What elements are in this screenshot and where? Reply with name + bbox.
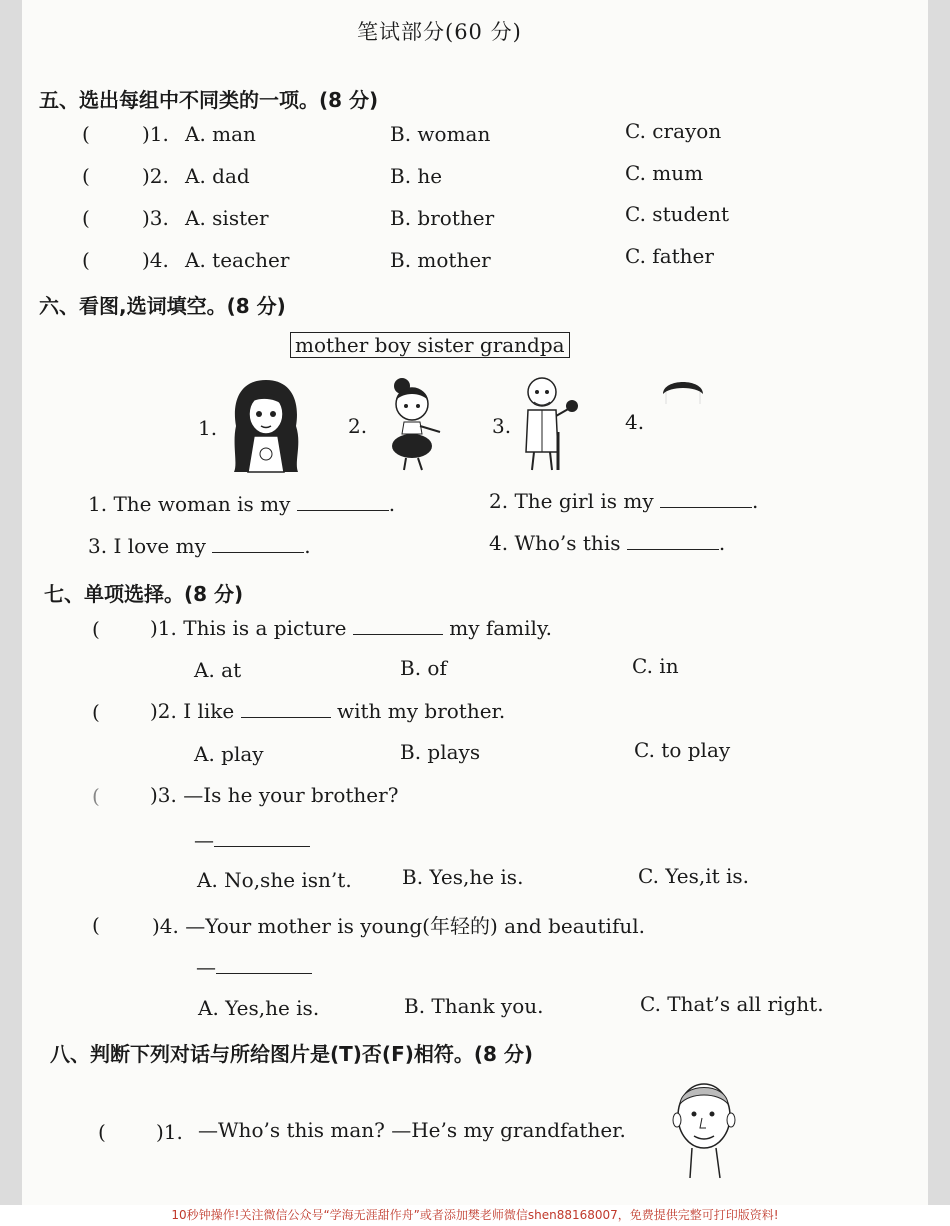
option-c: C. crayon — [625, 119, 722, 143]
section-6-title: 六、看图,选词填空。(8 分) — [39, 294, 286, 318]
question-text: —Your mother is young(年轻的) and beautiful. — [185, 914, 645, 938]
option-c: C. That’s all right. — [640, 992, 824, 1016]
option-a: A. dad — [185, 164, 250, 188]
option-c: C. in — [632, 654, 679, 678]
period: . — [388, 492, 396, 516]
reply-line — [194, 828, 310, 852]
option-b: B. brother — [390, 206, 495, 230]
answer-paren[interactable]: ( — [92, 617, 100, 641]
answer-paren[interactable]: ( — [92, 700, 100, 724]
option-b: B. of — [400, 656, 447, 680]
girl-picture — [374, 374, 450, 474]
question-text: I like — [183, 699, 235, 723]
fill-question — [489, 489, 758, 513]
period: . — [752, 489, 759, 513]
question-number: )1. — [142, 122, 169, 146]
footer-banner: 10秒钟操作!关注微信公众号“学海无涯甜作舟”或者添加樊老师微信shen88168007，免费提供完整可打印版资料! — [0, 1205, 950, 1226]
option-a: A. at — [194, 658, 242, 682]
answer-blank — [214, 828, 310, 847]
section-5-title: 五、选出每组中不同类的一项。(8 分) — [39, 88, 379, 112]
answer-paren[interactable]: ( — [82, 122, 90, 146]
option-a: A. man — [185, 122, 256, 146]
option-c: C. mum — [625, 161, 704, 185]
answer-paren[interactable]: ( — [92, 913, 100, 937]
answer-blank — [241, 699, 331, 718]
option-c: C. to play — [634, 738, 731, 762]
choice-question — [152, 910, 645, 939]
answer-blank[interactable] — [627, 531, 719, 550]
reply-line — [196, 955, 312, 979]
question-number: )2. — [150, 699, 177, 723]
answer-blank[interactable] — [660, 489, 752, 508]
picture-number: 3. — [492, 414, 512, 438]
right-margin — [928, 0, 950, 1205]
option-b: B. mother — [390, 248, 491, 272]
choice-question — [150, 699, 505, 723]
choice-question — [150, 783, 398, 807]
question-number: )3. — [150, 783, 177, 807]
question-text: with my brother. — [336, 699, 506, 723]
option-a: A. teacher — [185, 248, 290, 272]
answer-blank[interactable] — [297, 492, 389, 511]
option-b: B. plays — [400, 740, 481, 764]
option-c: C. student — [625, 202, 730, 226]
exam-sheet — [22, 0, 928, 1205]
word-bank: mother boy sister grandpa — [290, 332, 570, 358]
woman-picture — [228, 374, 304, 474]
question-text: my family. — [449, 616, 552, 640]
picture-number: 2. — [348, 414, 368, 438]
question-text: 2. The girl is my — [489, 489, 654, 513]
answer-paren[interactable]: ( — [92, 784, 100, 808]
question-number: )1. — [156, 1120, 183, 1144]
option-a: A. Yes,he is. — [198, 996, 320, 1020]
fill-question — [88, 534, 311, 558]
section-8-title: 八、判断下列对话与所给图片是(T)否(F)相符。(8 分) — [50, 1042, 534, 1066]
question-number: )3. — [142, 206, 169, 230]
option-b: B. woman — [390, 122, 491, 146]
question-number: )4. — [142, 248, 169, 272]
period: . — [718, 531, 726, 555]
question-number: )4. — [152, 914, 179, 938]
question-text: 4. Who’s this — [489, 531, 621, 555]
option-a: A. play — [194, 742, 264, 766]
left-margin — [0, 0, 22, 1205]
answer-blank[interactable] — [212, 534, 304, 553]
picture-number: 1. — [198, 416, 218, 440]
question-text: —Is he your brother? — [183, 783, 399, 807]
question-text: 3. I love my — [88, 534, 206, 558]
option-a: A. No,she isn’t. — [197, 868, 352, 892]
answer-paren[interactable]: ( — [82, 164, 90, 188]
question-text: This is a picture — [183, 616, 347, 640]
grandfather-picture — [668, 1074, 740, 1180]
period: . — [304, 534, 311, 558]
answer-blank — [353, 616, 443, 635]
question-number: )1. — [150, 616, 177, 640]
question-number: )2. — [142, 164, 169, 188]
picture-number: 4. — [625, 410, 645, 434]
answer-paren[interactable]: ( — [98, 1120, 106, 1144]
option-b: B. Yes,he is. — [402, 865, 524, 889]
question-text: 1. The woman is my — [88, 492, 291, 516]
answer-blank — [216, 955, 312, 974]
dash: — — [196, 955, 216, 979]
section-7-title: 七、单项选择。(8 分) — [44, 582, 244, 606]
option-b: B. he — [390, 164, 443, 188]
answer-paren[interactable]: ( — [82, 206, 90, 230]
option-b: B. Thank you. — [404, 994, 544, 1018]
answer-paren[interactable]: ( — [82, 248, 90, 272]
fill-question — [88, 492, 395, 516]
dialogue-text: —Who’s this man? —He’s my grandfather. — [198, 1118, 626, 1142]
fill-question — [489, 531, 725, 555]
option-c: C. Yes,it is. — [638, 864, 750, 888]
page-title: 笔试部分(60 分) — [357, 20, 522, 44]
choice-question — [150, 616, 552, 640]
option-a: A. sister — [185, 206, 269, 230]
dash: — — [194, 828, 214, 852]
grandpa-picture — [514, 372, 584, 474]
boy-picture — [660, 372, 706, 408]
option-c: C. father — [625, 244, 714, 268]
